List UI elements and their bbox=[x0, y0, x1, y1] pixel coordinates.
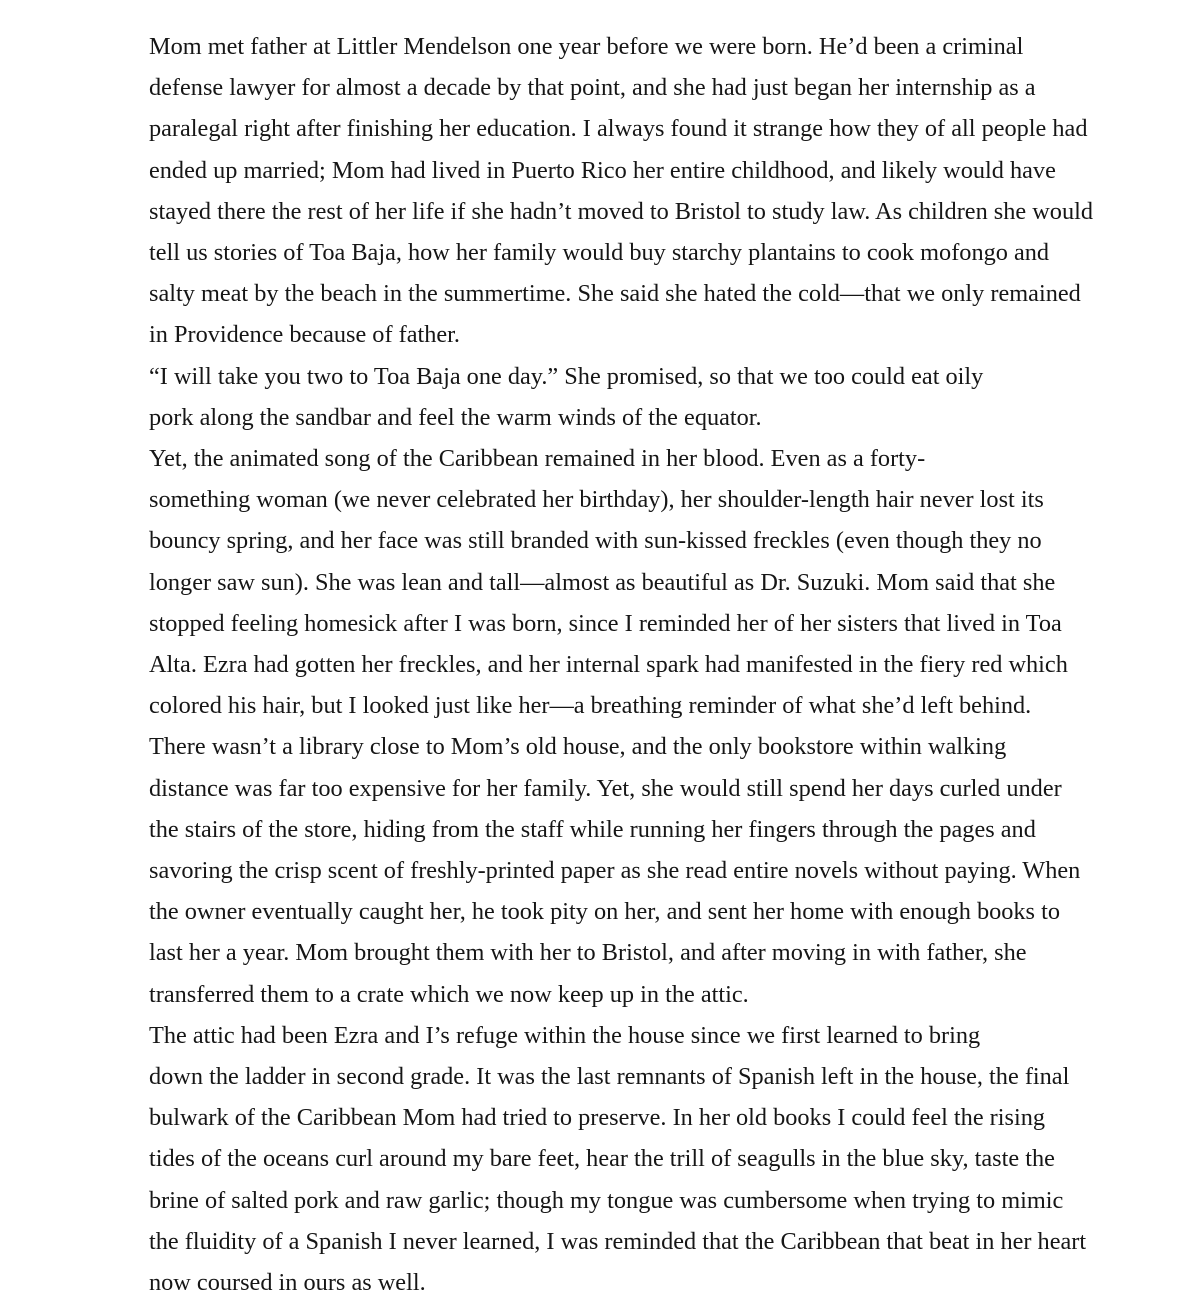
text-line: tell us stories of Toa Baja, how her family would buy starchy plantains to cook mofongo and bbox=[149, 239, 1050, 267]
text-line: colored his hair, but I looked just like her—a breathing reminder of what she’d left behind. bbox=[149, 692, 1032, 720]
text-line: now coursed in ours as well. bbox=[149, 1269, 426, 1297]
text-line: in Providence because of father. bbox=[149, 321, 461, 349]
text-line: longer saw sun). She was lean and tall—almost as beautiful as Dr. Suzuki. Mom said that she bbox=[149, 568, 1056, 596]
text-line: down the ladder in second grade. It was the last remnants of Spanish left in the house, the final bbox=[149, 1063, 1070, 1091]
text-line: brine of salted pork and raw garlic; though my tongue was cumbersome when trying to mimic bbox=[149, 1186, 1064, 1214]
text-line: ended up married; Mom had lived in Puerto Rico her entire childhood, and likely would have bbox=[149, 156, 1056, 184]
text-line: stayed there the rest of her life if she hadn’t moved to Bristol to study law. As children she would bbox=[149, 197, 1094, 225]
paragraph-2 bbox=[69, 356, 1131, 438]
text-line: defense lawyer for almost a decade by that point, and she had just began her internship as a bbox=[149, 74, 1036, 102]
text-line: the owner eventually caught her, he took pity on her, and sent her home with enough books to bbox=[149, 898, 1060, 926]
text-line: There wasn’t a library close to Mom’s old house, and the only bookstore within walking bbox=[149, 733, 1007, 761]
text-line: paralegal right after finishing her education. I always found it strange how they of all people had bbox=[149, 115, 1088, 143]
text-line: savoring the crisp scent of freshly-printed paper as she read entire novels without paying. When bbox=[149, 857, 1081, 885]
text-line: Mom met father at Littler Mendelson one year before we were born. He’d been a criminal bbox=[149, 33, 1024, 60]
text-line: Alta. Ezra had gotten her freckles, and her internal spark had manifested in the fiery red which bbox=[149, 651, 1068, 679]
paragraph-1 bbox=[69, 26, 1131, 356]
text-line: bulwark of the Caribbean Mom had tried to preserve. In her old books I could feel the rising bbox=[149, 1104, 1046, 1132]
text-line: “I will take you two to Toa Baja one day.” She promised, so that we too could eat oily bbox=[149, 362, 984, 390]
text-line: the stairs of the store, hiding from the staff while running her fingers through the pages and bbox=[149, 815, 1036, 843]
paragraph-5 bbox=[69, 1015, 1131, 1303]
text-line: last her a year. Mom brought them with her to Bristol, and after moving in with father, she bbox=[149, 939, 1027, 967]
paragraph-4 bbox=[69, 726, 1131, 1014]
text-line: The attic had been Ezra and I’s refuge within the house since we first learned to bring bbox=[149, 1021, 981, 1049]
text-line: Yet, the animated song of the Caribbean remained in her blood. Even as a forty- bbox=[149, 445, 926, 473]
paragraph-3 bbox=[69, 438, 1131, 726]
text-line: pork along the sandbar and feel the warm winds of the equator. bbox=[149, 403, 762, 431]
text-line: distance was far too expensive for her family. Yet, she would still spend her days curled under bbox=[149, 774, 1062, 802]
text-line: bouncy spring, and her face was still branded with sun-kissed freckles (even though they no bbox=[149, 527, 1042, 555]
text-line: salty meat by the beach in the summertime. She said she hated the cold—that we only remained bbox=[149, 280, 1081, 308]
text-line: the fluidity of a Spanish I never learned, I was reminded that the Caribbean that beat in her heart bbox=[149, 1227, 1087, 1255]
text-line: stopped feeling homesick after I was born, since I reminded her of her sisters that lived in Toa bbox=[149, 609, 1062, 637]
text-line: tides of the oceans curl around my bare feet, hear the trill of seagulls in the blue sky, taste the bbox=[149, 1145, 1055, 1173]
text-line: transferred them to a crate which we now keep up in the attic. bbox=[149, 980, 749, 1008]
text-line: something woman (we never celebrated her birthday), her shoulder-length hair never lost its bbox=[149, 486, 1044, 514]
document-page bbox=[69, 26, 1131, 1303]
